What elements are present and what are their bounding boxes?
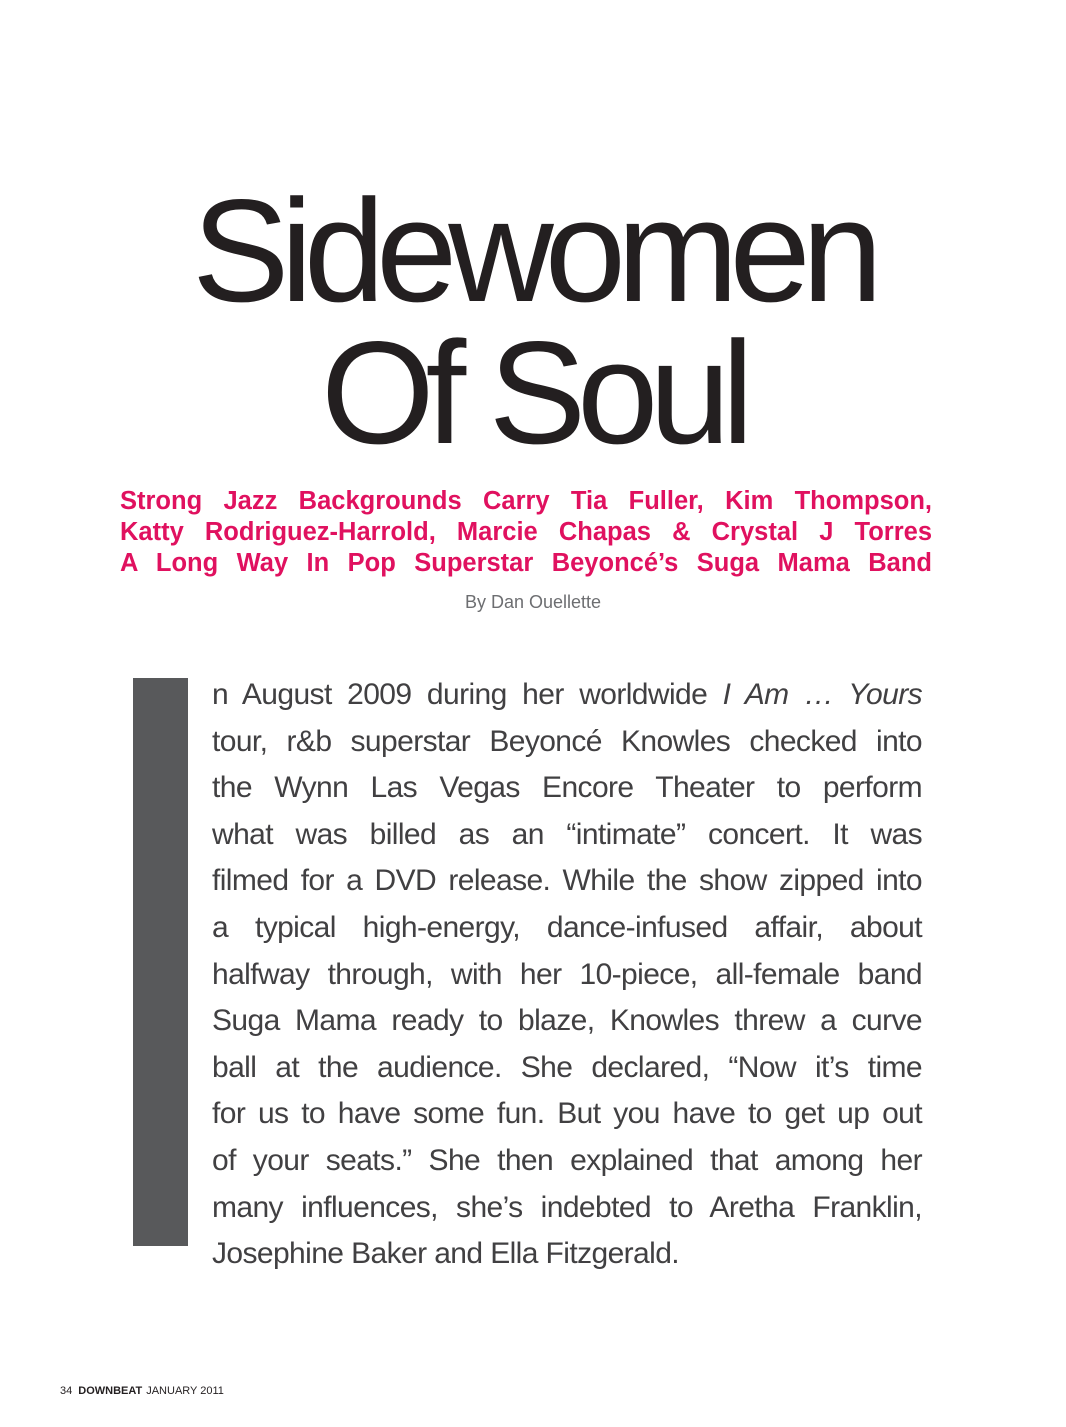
- body-line: what was billed as an “intimate” concert. It was: [212, 817, 922, 851]
- body-line: Josephine Baker and Ella Fitzgerald.: [212, 1237, 680, 1271]
- body-line: ball at the audience. She declared, “Now it’s time: [212, 1050, 922, 1084]
- issue-date: JANUARY 2011: [146, 1385, 224, 1397]
- headline-line-2: Of Soul: [321, 311, 745, 474]
- body-line: the Wynn Las Vegas Encore Theater to perform: [212, 771, 922, 805]
- tour-title: I Am … Yours: [722, 678, 922, 711]
- body-line: of your seats.” She then explained that among her: [212, 1143, 922, 1177]
- body-line: halfway through, with her 10-piece, all-female band: [212, 957, 922, 991]
- body-line: a typical high-energy, dance-infused affair, about: [212, 910, 922, 944]
- byline: By Dan Ouellette: [464, 592, 602, 612]
- article-body: [212, 672, 922, 1278]
- body-line: Suga Mama ready to blaze, Knowles threw a curve: [212, 1004, 922, 1038]
- deck-line: Katty Rodriguez-Harrold, Marcie Chapas & Crystal J Torres: [120, 518, 932, 546]
- drop-cap-bar: [133, 678, 188, 1246]
- deck-line: Strong Jazz Backgrounds Carry Tia Fuller, Kim Thompson,: [120, 487, 932, 515]
- body-line: tour, r&b superstar Beyoncé Knowles checked into: [212, 724, 922, 758]
- body-line: for us to have some fun. But you have to get up out: [212, 1097, 922, 1131]
- page-number: 34: [60, 1385, 73, 1397]
- subheadline-deck: [120, 486, 932, 579]
- headline-line-1: Sidewomen: [192, 169, 874, 332]
- page-footer: [60, 1385, 224, 1397]
- body-line: [212, 672, 922, 719]
- deck-line: A Long Way In Pop Superstar Beyoncé’s Suga Mama Band: [120, 549, 932, 577]
- magazine-name: DOWNBEAT: [78, 1385, 143, 1397]
- body-line: many influences, she’s indebted to Aretha Franklin,: [212, 1190, 922, 1224]
- body-line-text: n August 2009 during her worldwide: [212, 678, 723, 711]
- body-line: filmed for a DVD release. While the show zipped into: [212, 864, 922, 898]
